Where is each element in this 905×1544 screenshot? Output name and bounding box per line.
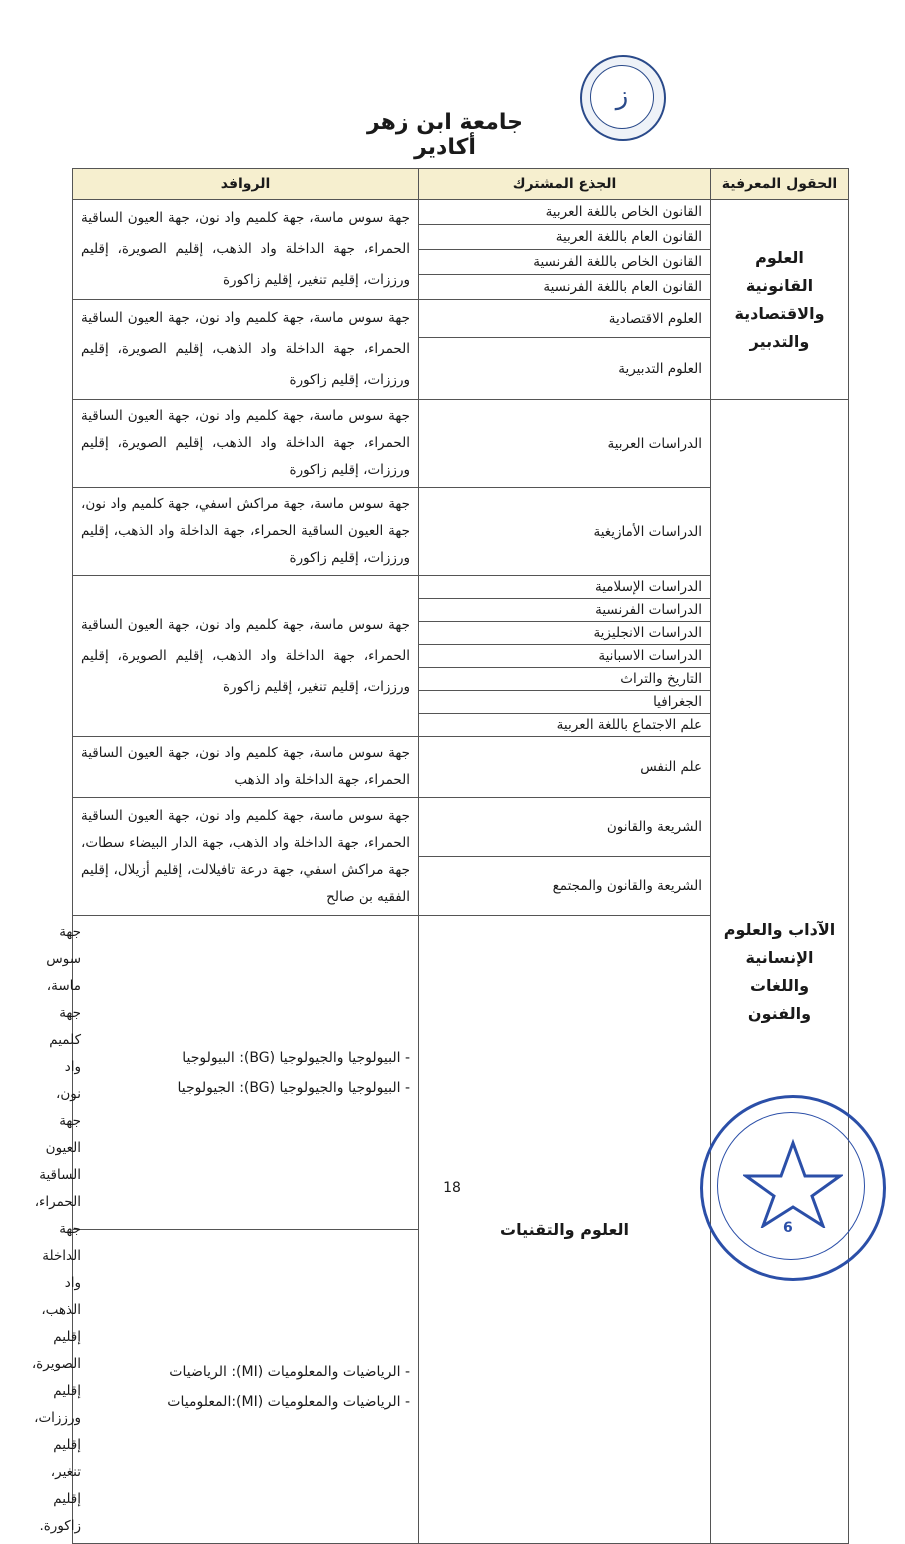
col-header-regions: الروافد — [73, 169, 419, 200]
track-cell: القانون العام باللغة العربية — [419, 225, 711, 250]
track-cell-mi — [73, 1230, 419, 1544]
university-logo — [580, 55, 666, 141]
track-cell: الشريعة والقانون والمجتمع — [419, 857, 711, 916]
table-header-row — [73, 169, 849, 200]
logo-emblem-icon: ز — [615, 81, 629, 111]
table-row: العلوم والتقنيات - البيولوجيا والجيولوجيا (BG): البيولوجيا - البيولوجيا والجيولوجيا (BG): الجيولوجيا جهة سوس ماسة، جهة كلميم واد نون، جهة العيون الساقية الحمراء، جهة الداخلة واد الذهب، إقليم الصويرة، إقليم ورززات، إقليم تنغير، إقليم زاكورة. — [73, 916, 849, 1230]
track-cell: الجغرافيا — [419, 691, 711, 714]
track-cell: الدراسات الإسلامية — [419, 576, 711, 599]
page-number: 18 — [443, 1180, 461, 1196]
bullet-item: - البيولوجيا والجيولوجيا (BG): البيولوجيا — [182, 1049, 410, 1066]
track-cell: الدراسات الأمازيغية — [419, 488, 711, 576]
field-letters: الآداب والعلوم الإنسانية واللغات والفنون — [711, 400, 849, 1544]
field-science: العلوم والتقنيات — [419, 916, 711, 1544]
col-header-common-core: الجذع المشترك — [419, 169, 711, 200]
bullet-item: - الرياضيات والمعلوميات (MI): الرياضيات — [169, 1363, 410, 1380]
bullet-item: - الرياضيات والمعلوميات (MI):المعلوميات — [167, 1393, 410, 1410]
logo-inner-ring — [590, 65, 654, 129]
star-icon — [743, 1138, 843, 1228]
regions-cell: جهة سوس ماسة، جهة كلميم واد نون، جهة العيون الساقية الحمراء، جهة الداخلة واد الذهب، إقليم الصويرة، إقليم ورززات، إقليم زاكورة — [73, 400, 419, 488]
track-cell: الدراسات العربية — [419, 400, 711, 488]
track-cell: الدراسات الاسبانية — [419, 645, 711, 668]
regions-cell: جهة سوس ماسة، جهة مراكش اسفي، جهة كلميم واد نون، جهة العيون الساقية الحمراء، جهة الداخلة واد الذهب، إقليم ورززات، إقليم زاكورة — [73, 488, 419, 576]
regions-cell: جهة سوس ماسة، جهة كلميم واد نون، جهة العيون الساقية الحمراء، جهة الداخلة واد الذهب، إقليم الصويرة، إقليم ورززات، إقليم زاكورة — [73, 300, 419, 400]
track-cell: الشريعة والقانون — [419, 798, 711, 857]
track-cell: العلوم التدبيرية — [419, 338, 711, 400]
track-cell: علم الاجتماع باللغة العربية — [419, 714, 711, 737]
table-row — [73, 200, 849, 225]
track-cell: علم النفس — [419, 737, 711, 798]
regions-cell: جهة سوس ماسة، جهة كلميم واد نون، جهة العيون الساقية الحمراء، جهة الداخلة واد الذهب، إقليم الصويرة، إقليم ورززات، إقليم تنغير، إقليم زاكورة — [73, 200, 419, 300]
programs-table — [31, 168, 849, 1544]
track-cell: القانون الخاص باللغة الفرنسية — [419, 250, 711, 275]
page-title: جامعة ابن زهر أكادير — [366, 110, 524, 160]
table-row — [73, 400, 849, 488]
regions-cell: جهة سوس ماسة، جهة كلميم واد نون، جهة العيون الساقية الحمراء، جهة الداخلة واد الذهب، إقليم الصويرة، إقليم ورززات، إقليم تنغير، إقليم زاكورة — [73, 576, 419, 737]
track-cell: الدراسات الفرنسية — [419, 599, 711, 622]
track-cell: العلوم الاقتصادية — [419, 300, 711, 338]
regions-cell: جهة سوس ماسة، جهة كلميم واد نون، جهة العيون الساقية الحمراء، جهة الداخلة واد الذهب — [73, 737, 419, 798]
col-header-fields: الحقول المعرفية — [711, 169, 849, 200]
track-cell: القانون العام باللغة الفرنسية — [419, 275, 711, 300]
track-cell: التاريخ والتراث — [419, 668, 711, 691]
track-cell-bg — [73, 916, 419, 1230]
regions-cell: جهة سوس ماسة، جهة كلميم واد نون، جهة العيون الساقية الحمراء، جهة الداخلة واد الذهب، جهة الدار البيضاء سطات، جهة مراكش اسفي، جهة درعة تافيلالت، إقليم أزيلال، إقليم الفقيه بن صالح — [73, 798, 419, 916]
track-cell: القانون الخاص باللغة العربية — [419, 200, 711, 225]
bullet-item: - البيولوجيا والجيولوجيا (BG): الجيولوجيا — [177, 1079, 410, 1096]
official-stamp — [700, 1095, 886, 1281]
field-law-econ: العلوم القانونية والاقتصادية والتدبير — [711, 200, 849, 400]
track-cell: الدراسات الانجليزية — [419, 622, 711, 645]
stamp-number: 6 — [783, 1220, 793, 1236]
